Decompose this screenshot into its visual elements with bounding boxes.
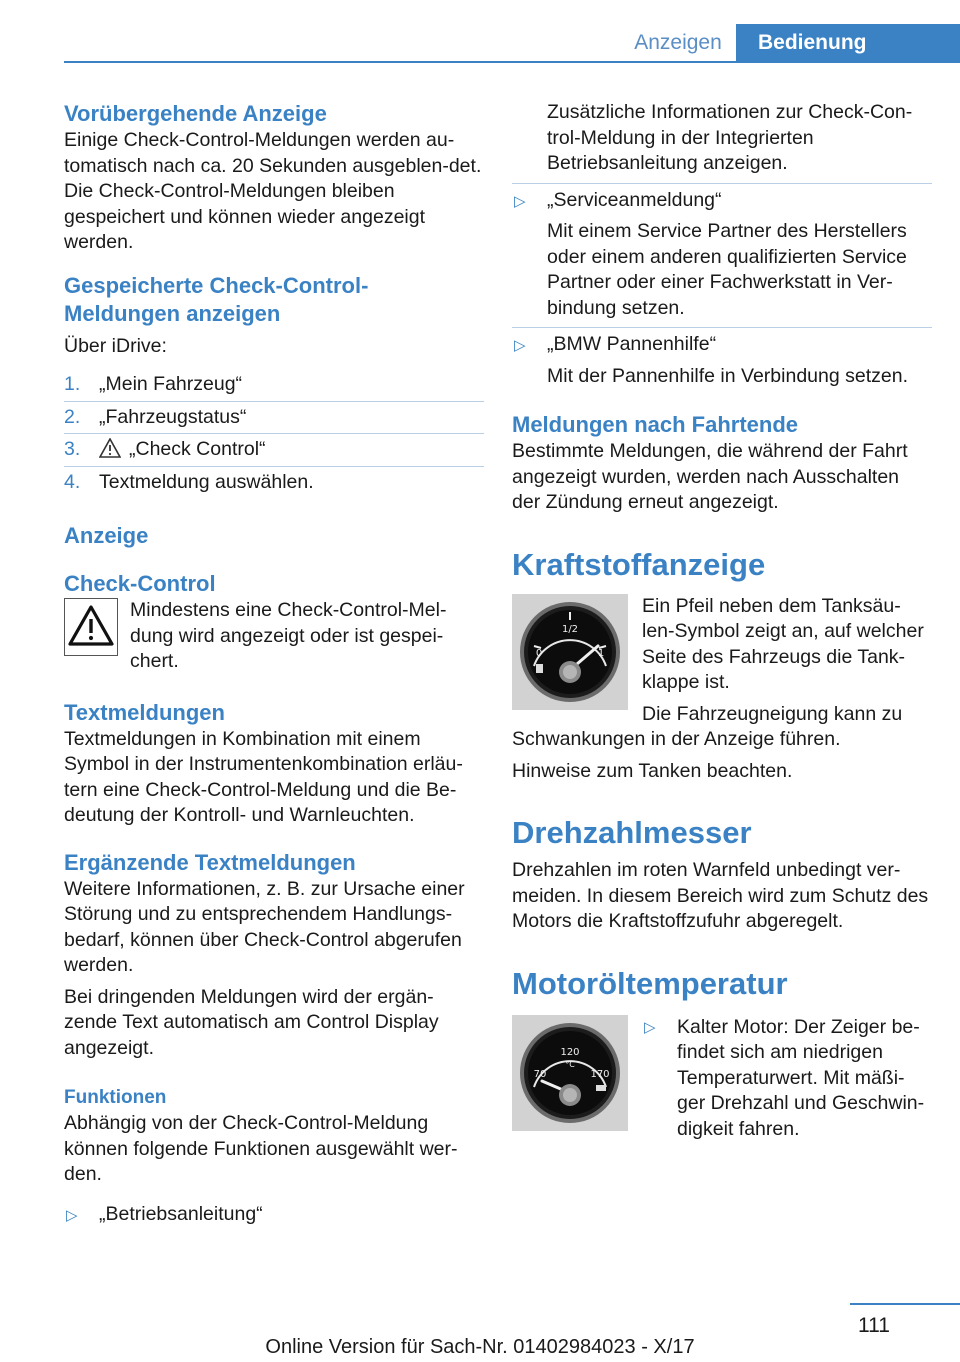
heading-functions: Funktionen [64, 1087, 167, 1108]
oil-temperature-gauge-image [512, 1015, 628, 1131]
list-item: ▷ „BMW Pannenhilfe“ Mit der Pannenhilfe in Verbindung setzen. [514, 333, 908, 387]
header-section-tab: Anzeigen [634, 31, 722, 54]
fuel-gauge-full-label: 1 [597, 647, 605, 659]
heading-after-drive: Meldungen nach Fahrtende [512, 412, 799, 437]
paragraph-idrive: Über iDrive: [64, 334, 167, 357]
heading-check-control: Check-Control [64, 571, 216, 596]
functions-list-continued [512, 100, 932, 395]
bullet-triangle-icon: ▷ [644, 1018, 656, 1036]
page-number: 111 [858, 1314, 890, 1337]
bullet-triangle-icon: ▷ [66, 1206, 78, 1224]
paragraph-additional-text-2: Bei dringenden Meldungen wird der ergän-zende Text automatisch am Control Display angezeigt. [64, 985, 439, 1059]
heading-additional-text: Ergänzende Textmeldungen [64, 849, 356, 875]
warning-triangle-icon [64, 598, 118, 656]
footer-rule [850, 1303, 960, 1305]
paragraph-check-control: Mindestens eine Check-Control-Mel-dung wird angezeigt oder ist gespei-chert. [130, 599, 447, 672]
functions-list-start [64, 1198, 484, 1234]
heading-oil-temperature: Motoröltemperatur [512, 965, 788, 1001]
paragraph-after-drive: Bestimmte Meldungen, die während der Fahrt angezeigt wurden, werden nach Ausschalten der Zündung erneut angezeigt. [512, 440, 908, 513]
check-control-block [64, 598, 484, 675]
header-chapter-tab: Bedienung [736, 24, 960, 62]
heading-fuel-gauge: Kraftstoffanzeige [512, 546, 766, 582]
fuel-pump-icon [536, 664, 543, 673]
fuel-gauge-half-label: 1/2 [561, 623, 579, 635]
header-rule [64, 61, 960, 63]
warning-triangle-icon [99, 438, 121, 458]
paragraph-tachometer: Drehzahlen im roten Warnfeld unbedingt ver-meiden. In diesem Bereich wird zum Schutz des Motors die Kraftstoffzufuhr abgeregelt. [512, 859, 929, 932]
list-item: ▷ Kalter Motor: Der Zeiger be-findet sich am niedrigen Temperaturwert. Mit mäßi-ger Drehzahl und Geschwin-digkeit fahren. [644, 1015, 925, 1140]
list-item: Zusätzliche Informationen zur Check-Con-trol-Meldung in der Integrierten Betriebsanleitung anzeigen. [512, 100, 932, 184]
list-item: 4. Textmeldung auswählen. [64, 470, 314, 493]
footer-online-version: Online Version für Sach-Nr. 01402984023 - X/17 [265, 1336, 695, 1358]
list-item: ▷ „Betriebsanleitung“ [64, 1198, 484, 1234]
oil-gauge-low-label: 70 [533, 1068, 547, 1080]
oil-gauge-block [512, 1015, 932, 1149]
left-column [64, 100, 484, 1233]
paragraph-temporary-display: Einige Check-Control-Meldungen werden au-tomatisch nach ca. 20 Sekunden ausgeblen-det. Die Check-Control-Meldungen bleiben gespeichert und können wieder angezeigt werden. [64, 129, 482, 253]
paragraph-fuel-3: Hinweise zum Tanken beachten. [512, 759, 793, 782]
oil-temperature-list [642, 1015, 932, 1149]
bullet-triangle-icon: ▷ [514, 192, 526, 210]
list-item: 2. „Fahrzeugstatus“ [64, 402, 484, 435]
fuel-gauge-image [512, 594, 628, 710]
oil-gauge-high-label: 170 [590, 1068, 610, 1080]
heading-stored-messages: Gespeicherte Check-Control-Meldungen anzeigen [64, 272, 369, 326]
list-item: ▷ „Serviceanmeldung“ Mit einem Service Partner des Herstellers oder einem anderen qualifizierten Service Partner oder einer Fachwerkstatt in Ver-bindung setzen. [512, 184, 932, 329]
oil-can-icon [596, 1085, 606, 1091]
paragraph-functions: Abhängig von der Check-Control-Meldung können folgende Funktionen ausgewählt wer-den. [64, 1112, 458, 1185]
heading-display: Anzeige [64, 523, 149, 548]
paragraph-fuel-2a: Die Fahrzeugneigung kann zu [642, 702, 903, 725]
list-item: 3. „Check Control“ [64, 434, 484, 467]
heading-text-messages: Textmeldungen [64, 699, 225, 725]
list-item: 1. „Mein Fahrzeug“ [64, 369, 484, 402]
paragraph-text-messages: Textmeldungen in Kombination mit einem Symbol in der Instrumentenkombination erläu-tern eine Check-Control-Meldung und die Be-deutung der Kontroll- und Warnleuchten. [64, 727, 463, 826]
fuel-gauge-block [512, 594, 932, 728]
idrive-steps-list [64, 369, 484, 498]
oil-gauge-unit-label: °C [565, 1059, 575, 1069]
bullet-triangle-icon: ▷ [514, 337, 526, 354]
paragraph-fuel-1: Ein Pfeil neben dem Tanksäu-len-Symbol zeigt an, auf welcher Seite des Fahrzeugs die Tank-klappe ist. [642, 594, 924, 693]
right-column [512, 100, 932, 1148]
heading-temporary-display: Vorübergehende Anzeige [64, 101, 327, 126]
paragraph-fuel-2b: Schwankungen in der Anzeige führen. [512, 728, 841, 750]
oil-gauge-mid-label: 120 [560, 1046, 580, 1058]
paragraph-additional-text-1: Weitere Informationen, z. B. zur Ursache einer Störung und zu entsprechendem Handlungs-bedarf, können über Check-Control abgerufen werden. [64, 877, 465, 976]
heading-tachometer: Drehzahlmesser [512, 815, 752, 850]
fuel-gauge-empty-label: 0 [535, 647, 543, 659]
